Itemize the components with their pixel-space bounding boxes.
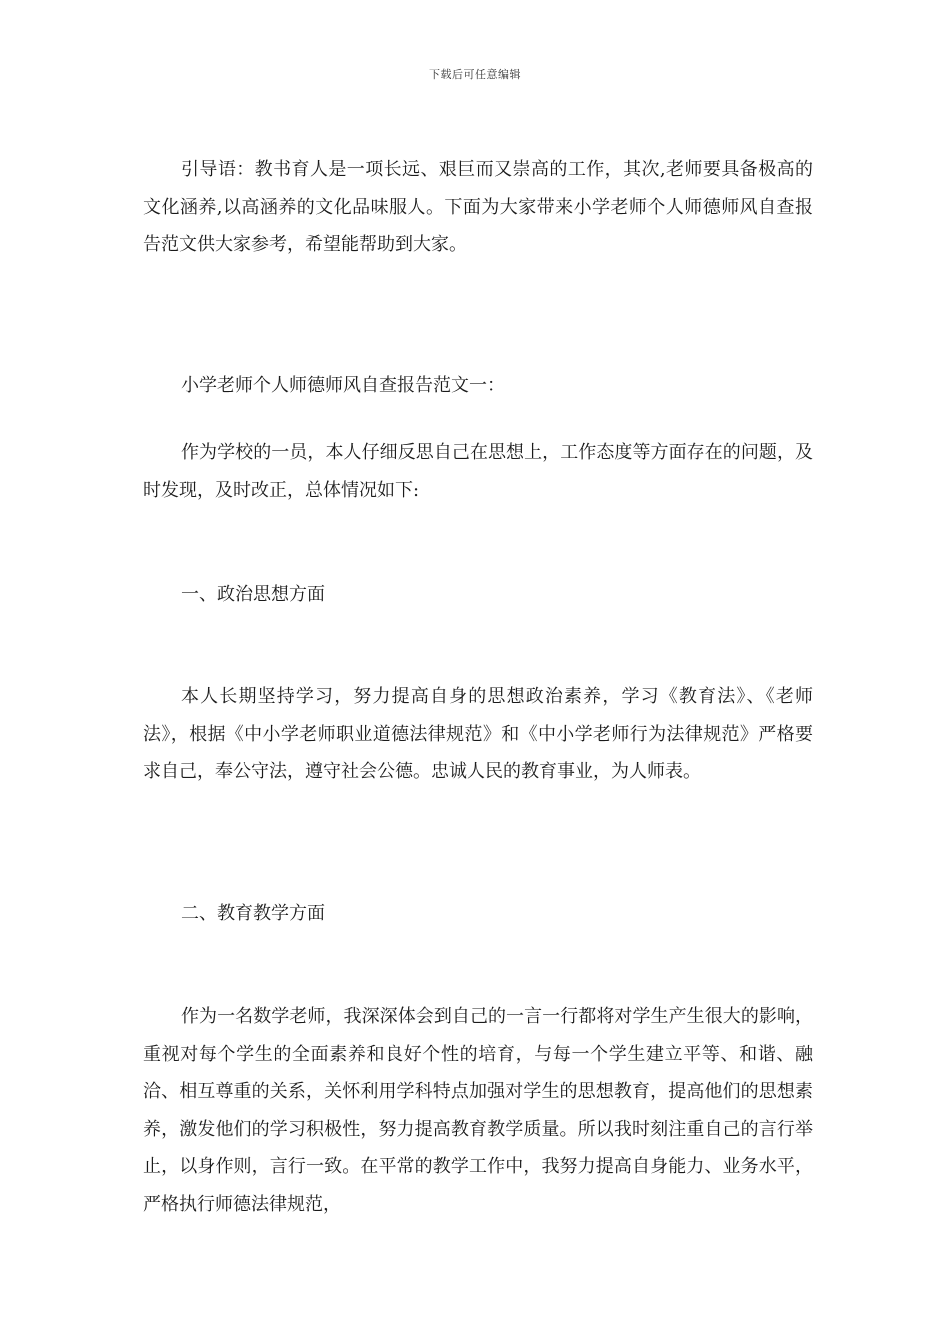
section-heading-teaching: 二、教育教学方面 (181, 903, 325, 924)
intro-paragraph: 引导语：教书育人是一项长远、艰巨而又崇高的工作，其次,老师要具备极高的文化涵养,以高涵养的文化品味服人。下面为大家带来小学老师个人师德师风自查报告范文供大家参考，希望能帮助到大家。 (143, 159, 813, 255)
political-paragraph: 本人长期坚持学习，努力提高自身的思想政治素养，学习《教育法》、《老师法》，根据《中小学老师职业道德法律规范》和《中小学老师行为法律规范》严格要求自己，奉公守法，遵守社会公德。忠诚人民的教育事业，为人师表。 (143, 686, 813, 782)
teaching-paragraph: 作为一名数学老师，我深深体会到自己的一言一行都将对学生产生很大的影响，重视对每个学生的全面素养和良好个性的培育，与每一个学生建立平等、和谐、融洽、相互尊重的关系，关怀利用学科特点加强对学生的思想教育，提高他们的思想素养，激发他们的学习积极性，努力提高教育教学质量。所以我时刻注重自己的言行举止，以身作则，言行一致。在平常的教学工作中，我努力提高自身能力、业务水平，严格执行师德法律规范， (143, 1006, 813, 1215)
opening-paragraph: 作为学校的一员，本人仔细反思自己在思想上，工作态度等方面存在的问题，及时发现，及时改正，总体情况如下: (143, 442, 813, 501)
sample-title: 小学老师个人师德师风自查报告范文一： (181, 375, 505, 396)
section-heading-political: 一、政治思想方面 (181, 584, 325, 605)
header-note: 下载后可任意编辑 (429, 68, 521, 81)
